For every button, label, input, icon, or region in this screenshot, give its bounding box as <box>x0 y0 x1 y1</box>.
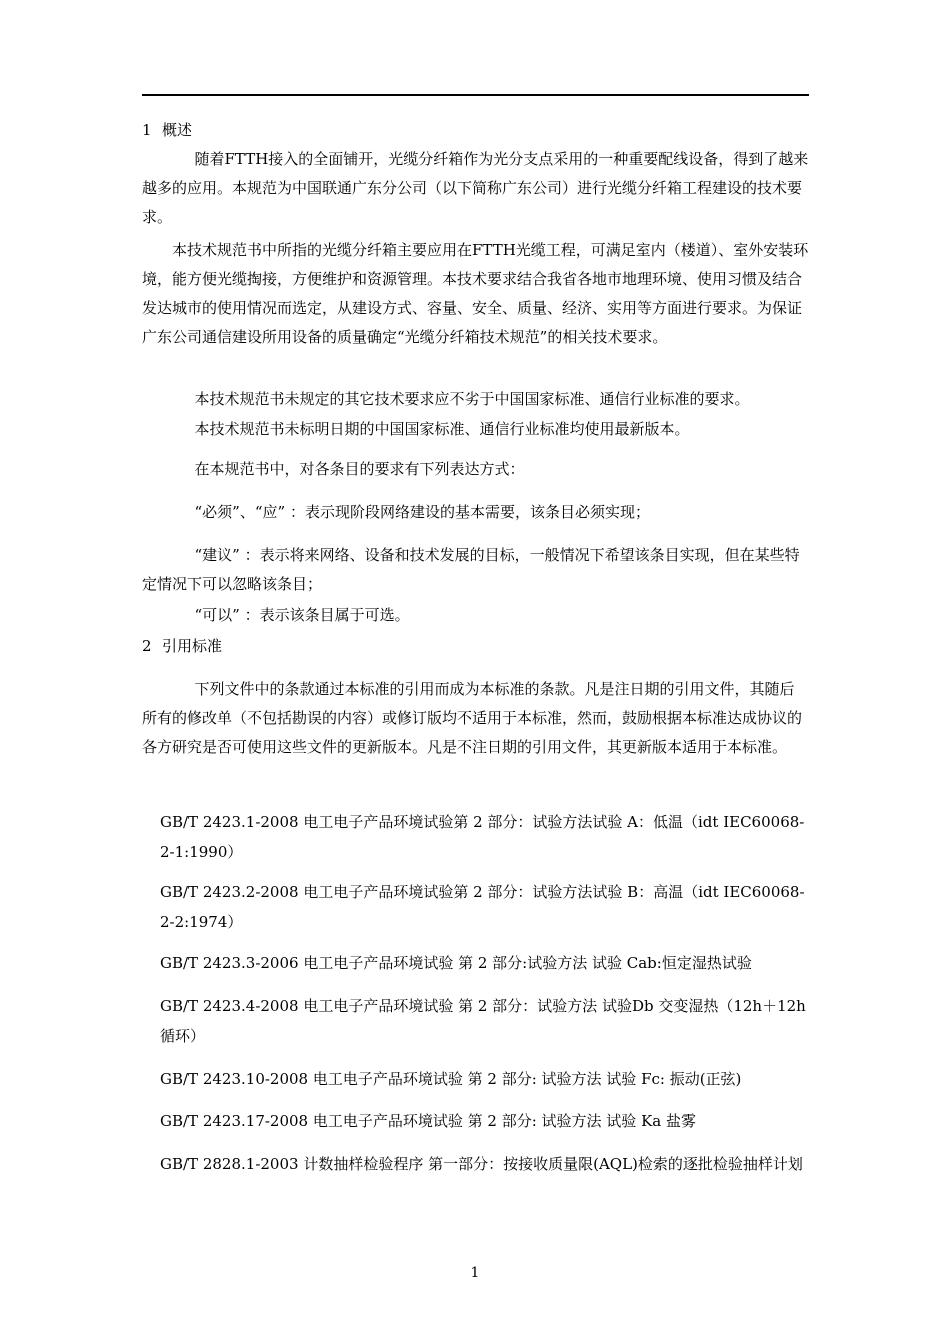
paragraph: 随着FTTH接入的全面铺开，光缆分纤箱作为光分支点采用的一种重要配线设备，得到了越来越多的应用。本规范为中国联通广东分公司（以下简称广东公司）进行光缆分纤箱工程建设的技术要求。 <box>142 150 809 226</box>
section-2-number: 2 <box>142 637 152 655</box>
header-rule <box>142 94 809 96</box>
section-2-heading <box>142 634 222 658</box>
paragraph: “必须”、“应” ：表示现阶段网络建设的基本需要，该条目必须实现； <box>194 503 650 521</box>
reference-item: GB/T 2423.2-2008 电工电子产品环境试验第 2 部分：试验方法试验 B：高温（idt IEC60068-2-2:1974） <box>160 883 805 931</box>
reference-item: GB/T 2423.1-2008 电工电子产品环境试验第 2 部分：试验方法试验 A：低温（idt IEC60068-2-1:1990） <box>160 813 805 861</box>
reference-item: GB/T 2423.10-2008 电工电子产品环境试验 第 2 部分: 试验方法 试验 Fc: 振动(正弦) <box>160 1070 742 1088</box>
reference-item: GB/T 2423.17-2008 电工电子产品环境试验 第 2 部分: 试验方法 试验 Ka 盐雾 <box>160 1112 696 1130</box>
paragraph: 本技术规范书未标明日期的中国国家标准、通信行业标准均使用最新版本。 <box>194 420 690 438</box>
paragraph: 本技术规范书中所指的光缆分纤箱主要应用在FTTH光缆工程，可满足室内（楼道）、室外安装环境，能方便光缆掏接，方便维护和资源管理。本技术要求结合我省各地市地理环境、使用习惯及结合发达城市的使用情况而选定，从建设方式、容量、安全、质量、经济、实用等方面进行要求。为保证广东公司通信建设所用设备的质量确定“光缆分纤箱技术规范”的相关技术要求。 <box>142 241 809 346</box>
section-2-title: 引用标准 <box>162 637 223 655</box>
paragraph: “可以” ：表示该条目属于可选。 <box>194 606 410 624</box>
reference-item: GB/T 2423.4-2008 电工电子产品环境试验 第 2 部分：试验方法 试验Db 交变湿热（12h＋12h 循环） <box>160 997 806 1045</box>
section-1-title: 概述 <box>162 121 193 139</box>
paragraph: 下列文件中的条款通过本标准的引用而成为本标准的条款。凡是注日期的引用文件，其随后所有的修改单（不包括勘误的内容）或修订版均不适用于本标准，然而，鼓励根据本标准达成协议的各方研究是否可使用这些文件的更新版本。凡是不注日期的引用文件，其更新版本适用于本标准。 <box>142 680 803 756</box>
paragraph: 在本规范书中，对各条目的要求有下列表达方式： <box>194 460 525 478</box>
reference-item: GB/T 2828.1-2003 计数抽样检验程序 第一部分：按接收质量限(AQL)检索的逐批检验抽样计划 <box>160 1155 803 1173</box>
paragraph: “建议” ：表示将来网络、设备和技术发展的目标，一般情况下希望该条目实现，但在某些特定情况下可以忽略该条目； <box>142 546 800 593</box>
section-1-heading <box>142 118 192 142</box>
section-1-number: 1 <box>142 121 152 139</box>
paragraph: 本技术规范书未规定的其它技术要求应不劣于中国国家标准、通信行业标准的要求。 <box>194 390 750 408</box>
page-number: 1 <box>470 1265 480 1281</box>
reference-item: GB/T 2423.3-2006 电工电子产品环境试验 第 2 部分:试验方法 试验 Cab:恒定湿热试验 <box>160 954 752 972</box>
